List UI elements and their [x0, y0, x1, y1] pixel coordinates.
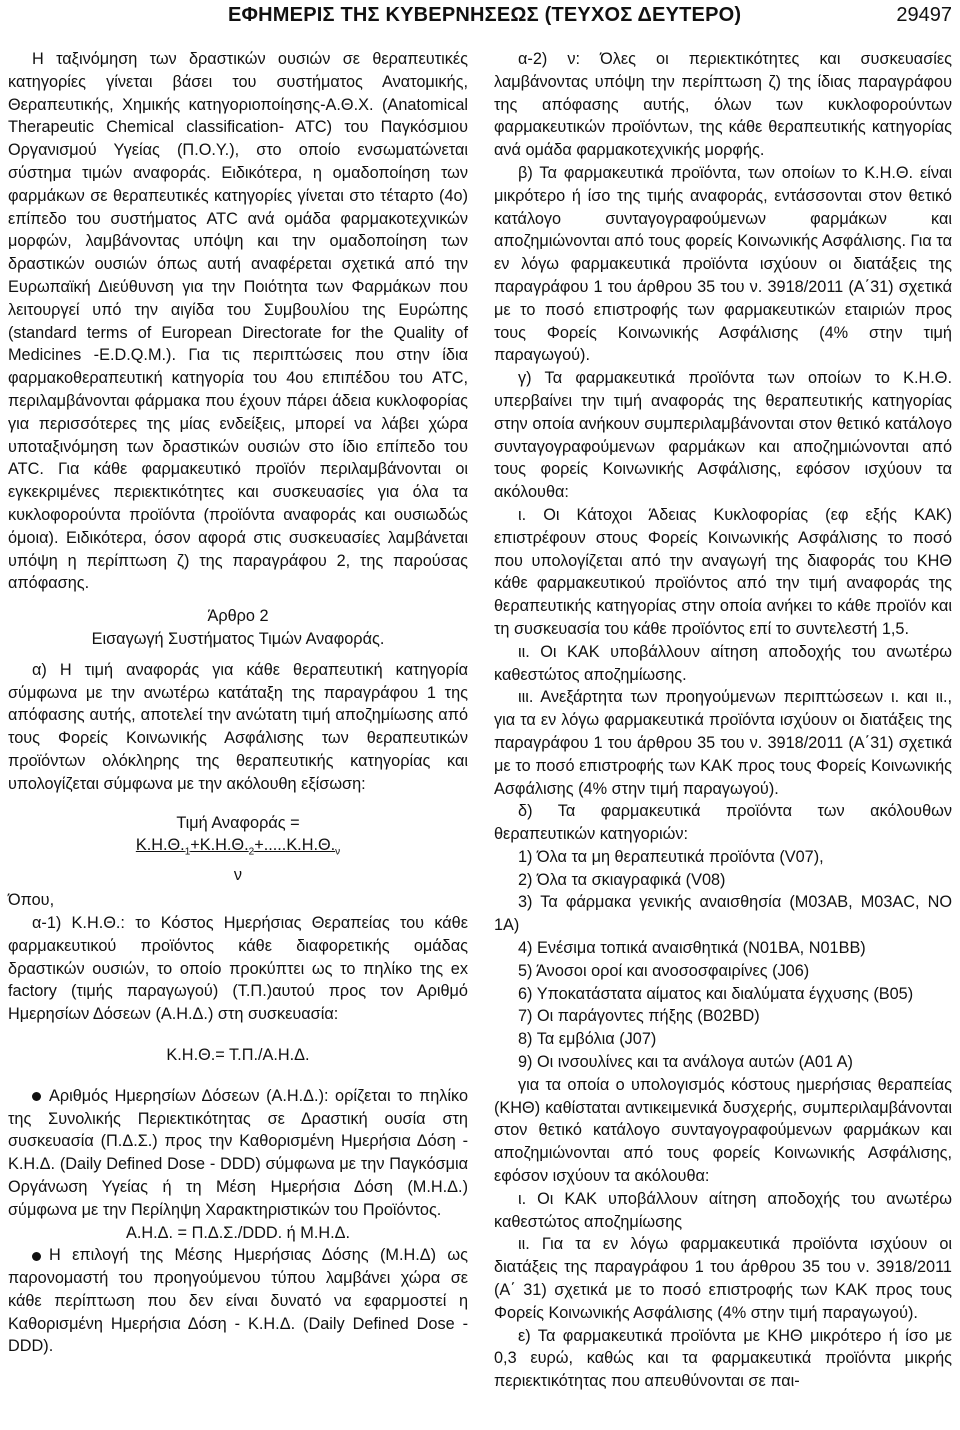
gazette-title: ΕΦΗΜΕΡΙΣ ΤΗΣ ΚΥΒΕΡΝΗΣΕΩΣ (ΤΕΥΧΟΣ ΔΕΥΤΕΡΟ) [228, 4, 742, 26]
left-column [8, 48, 468, 1358]
formula-label: Τιμή Αναφοράς = [176, 813, 300, 832]
formula-term-3: +.....Κ.Η.Θ. [254, 836, 336, 855]
formula-sub-1: 1 [184, 846, 191, 858]
bullet-icon [32, 1252, 41, 1261]
list-item: 1) Όλα τα μη θεραπευτικά προϊόντα (V07), [518, 847, 824, 866]
b-paragraph: β) Τα φαρμακευτικά προϊόντα, των οποίων το Κ.Η.Θ. είναι μικρότερο ή ίσο της τιμής αναφοράς, εντάσσονται στον θετικό κατάλογο συνταγογραφούμενων φαρμάκων και αποζημιώνονται από τους φορείς Κοινωνικής Ασφάλισης. Για τα εν λόγω φαρμακευτικά προϊόντα ισχύουν οι διατάξεις της παραγράφου 1 του άρθρου 35 του ν. 3918/2011 (Α΄31) σχετικά με το ποσό επιστροφής των φαρμακευτικών εταιριών προς τους Φορείς Κοινωνικής Ασφάλισης (4% στην τιμή παραγωγού). [494, 163, 952, 365]
bullet-daily-doses [8, 1085, 468, 1222]
formula-sub-2: 2 [248, 846, 255, 858]
formula-numerator [136, 834, 340, 864]
d-paragraph: δ) Τα φαρμακευτικά προϊόντα των ακόλουθων θεραπευτικών κατηγοριών: [494, 802, 952, 844]
c-iii-paragraph: ιιι. Ανεξάρτητα των προηγούμενων περιπτώσεων ι. και ιι., για τα εν λόγω φαρμακευτικά προϊόντα ισχύουν οι διατάξεις της παραγράφου 1 του άρθρου 35 του ν. 3918/2011 (Α΄31) σχετικά με το ποσό επιστροφής των ΚΑΚ προς τους Φορείς Κοινωνικής Ασφάλισης (4% στην τιμή παραγωγού). [494, 688, 952, 798]
formula-term-1: Κ.Η.Θ. [135, 836, 185, 855]
list-item: 8) Τα εμβόλια (J07) [518, 1030, 657, 1049]
where-label: Όπου, [8, 891, 55, 910]
classification-paragraph: Η ταξινόμηση των δραστικών ουσιών σε θεραπευτικές κατηγορίες γίνεται βάσει του συστήματος Ανατομικής, Θεραπευτικής, Χημικής κατηγοριοποίησης-Α.Θ.Χ. (Anatomical Therapeutic Chemical classification- ATC) του Παγκόσμιου Οργανισμού Υγείας (Π.Ο.Υ.), στο οποίο ενσωματώνεται σύστημα τιμών αναφοράς. Ειδικότερα, η ομαδοποίηση των φαρμάκων σε θεραπευτικές κατηγορίες γίνεται στο τέταρτο (4ο) επίπεδο του συστήματος ATC ανά ομάδα φαρμακοτεχνικών μορφών, λαμβάνοντας υπόψη και την ομαδοποίηση των δραστικών ουσιών όπως αυτή αναφέρεται σχετικά από την Ευρωπαϊκή Διεύθυνση για την Ποιότητα των Φαρμάκων που λειτουργεί υπό την αιγίδα του Συμβουλίου της Ευρώπης (standard terms of European Directorate for the Quality of Medicines -E.D.Q.M.). Για τις περιπτώσεις που στην ίδια φαρμακοθεραπευτική κατηγορία του 4ου επιπέδου του ATC, περιλαμβάνονται φάρμακα που έχουν πάρει άδεια κυκλοφορίας για περισσότερες της μίας ενδείξεις, μπορεί να λάβει χώρα υποταξινόμηση των δραστικών ουσιών στο ίδιο επίπεδο του ATC. Για κάθε φαρμακευτικό προϊόν περιλαμβάνονται οι εγκεκριμένες περιεκτικότητες και συσκευασίες για όλα τα κυκλοφορούντα προϊόντα (προϊόντα αναφοράς και ουσιωδώς όμοια). Ειδικότερα, όσον αφορά στις συσκευασίες λαμβάνεται υπόψη η περίπτωση ζ) της παραγράφου 2, της παρούσας απόφασης. [8, 50, 468, 593]
list-item: 5) Άνοσοι οροί και ανοσοσφαιρίνες (J06) [518, 961, 810, 980]
ahd-formula: Α.Η.Δ. = Π.Δ.Σ./DDD. ή Μ.Η.Δ. [125, 1223, 351, 1242]
list-item: 6) Υποκατάστατα αίματος και διαλύματα έγχυσης (B05) [518, 984, 914, 1003]
formula-denominator: ν [233, 866, 243, 885]
d-text-paragraph: για τα οποία ο υπολογισμός κόστους ημερήσιας θεραπείας (ΚΗΘ) καθίσταται αντικειμενικά δυσχερής, συμπεριλαμβάνονται στον θετικό κατάλογο συνταγογραφούμενων φαρμάκων και αποζημιώνονται από τους φορείς Κοινωνικής Ασφάλισης, εφόσον ισχύουν τα ακόλουθα: [494, 1075, 952, 1186]
formula-term-2: +Κ.Η.Θ. [190, 836, 249, 855]
a2-paragraph: α-2) ν: Όλες οι περιεκτικότητες και συσκευασίες λαμβάνοντας υπόψη την περίπτωση ζ) της ίδιας παραγράφου της απόφασης αυτής, όλων των κυκλοφορούντων φαρμακευτικών προϊόντων, της κάθε θεραπευτικής κατηγορίας ανά ομάδα φαρμακοτεχνικής μορφής. [494, 50, 952, 160]
article-title: Άρθρο 2 [207, 607, 269, 626]
reference-price-formula [8, 812, 468, 888]
page-number: 29497 [896, 4, 952, 26]
d-ii-paragraph: ιι. Για τα εν λόγω φαρμακευτικά προϊόντα ισχύουν οι διατάξεις της παραγράφου 1 του άρθρου 35 του ν. 3918/2011 (Α΄ 31) σχετικά με το ποσό επιστροφής των ΚΑΚ προς τους Φορείς Κοινωνικής Ασφάλισης (4% στην τιμή παραγωγού). [494, 1235, 952, 1322]
list-item: 2) Όλα τα σκιαγραφικά (V08) [518, 870, 726, 889]
list-item: 4) Ενέσιμα τοπικά αναισθητικά (N01BA, N01BB) [518, 939, 866, 958]
bullet-mean-dose-text: Η επιλογή της Μέσης Ημερήσιας Δόσης (Μ.Η.Δ) ως παρονομαστή του προηγούμενου τύπου λαμβάνει χώρα σε κάθε περίπτωση που δεν είναι δυνατό να εφαρμοστεί η Καθορισμένη Ημερήσια Δόση - Κ.Η.Δ. (Daily Defined Dose - DDD). [8, 1246, 468, 1356]
list-item: 7) Οι παράγοντες πήξης (B02BD) [518, 1007, 760, 1026]
e-paragraph: ε) Τα φαρμακευτικά προϊόντα με ΚΗΘ μικρότερο ή ίσο με 0,3 ευρώ, καθώς και τα φαρμακευτικά προϊόντα μικρής περιεκτικότητας που απευθύνονται σε παι- [494, 1326, 952, 1391]
list-item: 9) Οι ινσουλίνες και τα ανάλογα αυτών (A01 A) [518, 1053, 853, 1072]
c-i-paragraph: ι. Οι Κάτοχοι Άδειας Κυκλοφορίας (εφ εξής ΚΑΚ) επιστρέφουν στους Φορείς Κοινωνικής Ασφάλισης το ποσό που υπολογίζεται από την αναγωγή της διαφοράς του ΚΗΘ κάθε φαρμακευτικού προϊόντος από την τιμή αναφοράς της θεραπευτικής κατηγορίας στην οποία ανήκει το κάθε προϊόν και τη συσκευασία του κάθε προϊόντος επί το συντελεστή 1,5. [494, 505, 952, 638]
bullet-daily-doses-text: Αριθμός Ημερησίων Δόσεων (Α.Η.Δ.): ορίζεται το πηλίκο της Συνολικής Περιεκτικότητας σε Δραστική ουσία στη συσκευασία (Π.Δ.Σ.) προς την Καθορισμένη Ημερήσια Δόση - Κ.Η.Δ. (Daily Defined Dose - DDD) σύμφωνα με την Παγκόσμια Οργάνωση Υγείας ή τη Μέση Ημερήσια Δόση (Μ.Η.Δ.) σύμφωνα με την Περίληψη Χαρακτηριστικών του Προϊόντος. [8, 1086, 468, 1219]
article-subtitle: Εισαγωγή Συστήματος Τιμών Αναφοράς. [91, 629, 385, 648]
formula-sub-3: ν [335, 846, 341, 858]
c-paragraph: γ) Τα φαρμακευτικά προϊόντα των οποίων το Κ.Η.Θ. υπερβαίνει την τιμή αναφοράς της θεραπευτικής κατηγορίας στην οποία ανήκουν συμπεριλαμβάνονται στον θετικό κατάλογο συνταγογραφούμενων φαρμάκων και αποζημιώνονται από τους φορείς Κοινωνικής Ασφάλισης, εφόσον ισχύουν τα ακόλουθα: [494, 369, 952, 502]
right-column [494, 48, 952, 1393]
c-ii-paragraph: ιι. Οι ΚΑΚ υποβάλλουν αίτηση αποδοχής του ανωτέρω καθεστώτος αποζημίωσης. [494, 642, 952, 684]
reference-price-paragraph: α) Η τιμή αναφοράς για κάθε θεραπευτική κατηγορία σύμφωνα με την ανωτέρω κατάταξη της παραγράφου 1 της απόφασης αυτής, αποτελεί την ανώτατη τιμή αποζημίωσης από τους Φορείς Κοινωνικής Ασφάλισης των θεραπευτικών προϊόντων ολόκληρης της θεραπευτικής κατηγορίας και υπολογίζεται σύμφωνα με την ακόλουθη εξίσωση: [8, 660, 468, 793]
bullet-mean-dose [8, 1244, 468, 1358]
a1-paragraph: α-1) Κ.Η.Θ.: το Κόστος Ημερήσιας Θεραπείας του κάθε φαρμακευτικού προϊόντος κάθε διαφορετικής ομάδας δραστικών ουσιών, το οποίο προκύπτει ως το πηλίκο της ex factory (τιμής παραγωγού) (Τ.Π.)αυτού προς τον Αριθμό Ημερησίων Δόσεων (Α.Η.Δ.) στη συσκευασία: [8, 913, 468, 1024]
bullet-icon [32, 1092, 41, 1101]
list-item: 3) Τα φάρμακα γενικής αναισθησία (M03AB, M03AC, NO 1A) [494, 893, 952, 935]
khth-formula: Κ.Η.Θ.= Τ.Π./Α.Η.Δ. [166, 1045, 310, 1064]
d-i-paragraph: ι. Οι ΚΑΚ υποβάλλουν αίτηση αποδοχής του ανωτέρω καθεστώτος αποζημίωσης [494, 1189, 952, 1231]
page-header [0, 4, 960, 28]
